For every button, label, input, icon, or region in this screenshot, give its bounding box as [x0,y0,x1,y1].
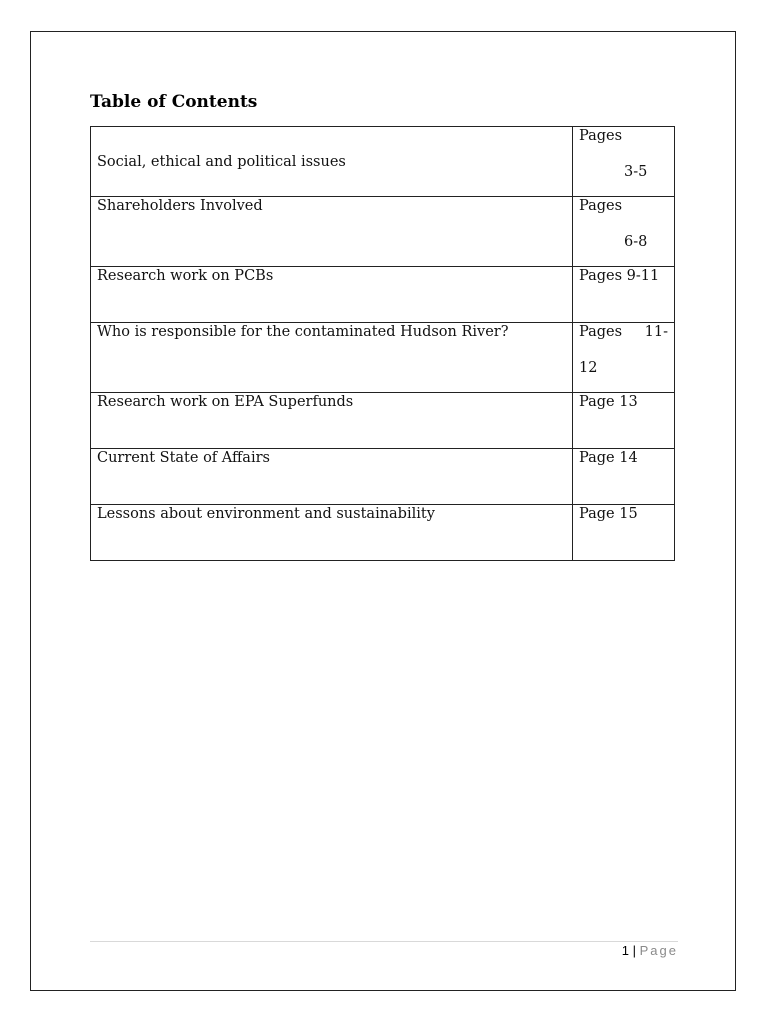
footer-separator: | [632,943,636,958]
toc-pages-line [579,323,668,341]
toc-pages-range-start: 11- [644,324,668,340]
toc-pages [573,393,675,449]
toc-pages-line: 6-8 [624,234,648,250]
toc-pages [573,449,675,505]
toc-pages [573,267,675,323]
table-row [91,267,675,323]
toc-pages [573,197,675,267]
toc-topic: Research work on PCBs [91,267,573,323]
toc-topic: Lessons about environment and sustainability [91,505,573,561]
toc-pages-line: Pages 9-11 [579,268,660,284]
page-title: Table of Contents [90,92,258,112]
page-number: 1 [621,943,629,958]
toc-pages-line: 3-5 [624,164,648,180]
toc-pages [573,505,675,561]
toc-pages [573,127,675,197]
table-row [91,505,675,561]
toc-pages-line: Pages [579,198,623,214]
toc-pages-word: Pages [579,324,623,340]
toc-topic: Social, ethical and political issues [91,127,573,197]
table-row [91,127,675,197]
toc-pages-line: 12 [579,360,598,376]
toc-topic: Research work on EPA Superfunds [91,393,573,449]
toc-topic: Who is responsible for the contaminated Hudson River? [91,323,573,393]
table-row [91,449,675,505]
toc-table [90,126,675,561]
table-row [91,393,675,449]
toc-topic: Shareholders Involved [91,197,573,267]
table-row [91,323,675,393]
toc-pages-line: Page 13 [579,394,638,410]
table-row [91,197,675,267]
page-footer [622,943,678,958]
toc-pages-line: Page 14 [579,450,638,466]
toc-pages-line: Page 15 [579,506,638,522]
toc-topic: Current State of Affairs [91,449,573,505]
toc-pages [573,323,675,393]
footer-divider [90,941,678,942]
footer-page-word: Page [639,943,678,958]
toc-pages-line: Pages [579,128,623,144]
